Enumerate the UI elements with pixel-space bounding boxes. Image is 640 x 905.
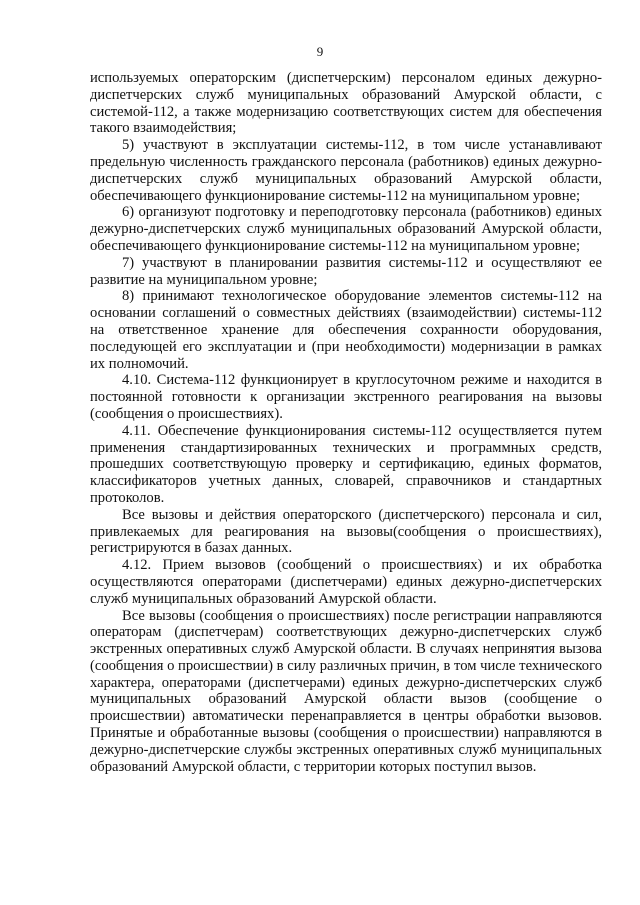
page-number: 9	[316, 44, 324, 59]
paragraph-item-6: 6) организуют подготовку и переподготовку персонала (работников) единых дежурно-диспетчерских служб муниципальных образований Амурской области, обеспечивающего функционирование системы-112 на муниципальном уровне;	[90, 204, 602, 254]
paragraph-item-7: 7) участвуют в планировании развития системы-112 и осуществляют ее развитие на муниципальном уровне;	[90, 254, 602, 288]
body-text	[90, 70, 602, 775]
paragraph-all-calls: Все вызовы (сообщения о происшествиях) после регистрации направляются операторам (диспетчерам) соответствующих дежурно-диспетчерских служб экстренных оперативных служб Амурской области. В случаях непринятия вызова (сообщения о происшествии) в силу различных причин, в том числе технического характера, операторами (диспетчерами) единых дежурно-диспетчерских служб муниципальных образований Амурской области вызов (сообщение о происшествии) автоматически перенаправляется в центры обработки вызовов. Принятые и обработанные вызовы (сообщения о происшествии) направляются в дежурно-диспетчерские службы экстренных оперативных служб муниципальных образований Амурской области, с территории которых поступил вызов.	[90, 607, 602, 775]
paragraph-item-5: 5) участвуют в эксплуатации системы-112, в том числе устанавливают предельную численность гражданского персонала (работников) единых дежурно-диспетчерских служб муниципальных образований Амурской области, обеспечивающего функционирование системы-112 на муниципальном уровне;	[90, 137, 602, 204]
paragraph-calls-registration: Все вызовы и действия операторского (диспетчерского) персонала и сил, привлекаемых для реагирования на вызовы(сообщения о происшествиях), регистрируются в базах данных.	[90, 506, 602, 557]
paragraph-item-8: 8) принимают технологическое оборудование элементов системы-112 на основании соглашений о совместных действиях (взаимодействии) системы-112 на ответственное хранение для обеспечения сохранности оборудования, последующей его эксплуатации и (при необходимости) модернизации в рамках их полномочий.	[90, 288, 602, 372]
paragraph-continuation: используемых операторским (диспетчерским) персоналом единых дежурно-диспетчерских служб муниципальных образований Амурской области, с системой-112, а также модернизацию соответствующих систем для обеспечения такого взаимодействия;	[90, 70, 602, 137]
paragraph-4-12: 4.12. Прием вызовов (сообщений о происшествиях) и их обработка осуществляются операторами (диспетчерами) единых дежурно-диспетчерских служб муниципальных образований Амурской области.	[90, 557, 602, 607]
paragraph-4-11: 4.11. Обеспечение функционирования системы-112 осуществляется путем применения стандартизированных технических и программных средств, прошедших соответствующую проверку и сертификацию, единых форматов, классификаторов учетных данных, словарей, справочников и стандартных протоколов.	[90, 422, 602, 506]
paragraph-4-10: 4.10. Система-112 функционирует в круглосуточном режиме и находится в постоянной готовности к организации экстренного реагирования на вызовы (сообщения о происшествиях).	[90, 372, 602, 422]
